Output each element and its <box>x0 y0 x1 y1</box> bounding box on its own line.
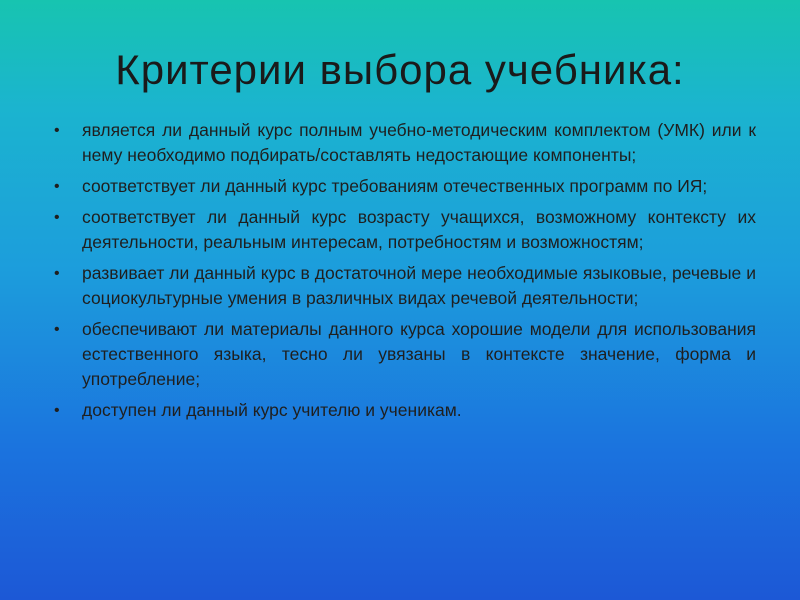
bullet-point-icon: • <box>54 209 60 226</box>
bullet-text: доступен ли данный курс учителю и ученикам. <box>82 400 462 420</box>
bullet-point-icon: • <box>54 402 60 419</box>
bullet-text: соответствует ли данный курс требованиям отечественных программ по ИЯ; <box>82 176 708 196</box>
bullet-list <box>52 118 756 429</box>
bullet-text: обеспечивают ли материалы данного курса хорошие модели для использования естественного языка, тесно ли увязаны в контексте значение, форма и употребление; <box>82 319 756 389</box>
bullet-item-models <box>52 317 756 392</box>
slide-title: Критерии выбора учебника: <box>115 46 685 93</box>
bullet-text: является ли данный курс полным учебно-методическим комплектом (УМК) или к нему необходимо подбирать/составлять недостающие компоненты; <box>82 120 756 165</box>
bullet-point-icon: • <box>54 122 60 139</box>
bullet-item-age <box>52 205 756 255</box>
bullet-item-completeness <box>52 118 756 168</box>
bullet-item-skills <box>52 261 756 311</box>
bullet-point-icon: • <box>54 178 60 195</box>
bullet-text: соответствует ли данный курс возрасту учащихся, возможному контексту их деятельности, реальным интересам, потребностям и возможностям; <box>82 207 756 252</box>
bullet-item-accessibility <box>52 398 756 423</box>
bullet-item-programs <box>52 174 756 199</box>
bullet-text: развивает ли данный курс в достаточной мере необходимые языковые, речевые и социокультурные умения в различных видах речевой деятельности; <box>82 263 756 308</box>
bullet-point-icon: • <box>54 321 60 338</box>
bullet-point-icon: • <box>54 265 60 282</box>
